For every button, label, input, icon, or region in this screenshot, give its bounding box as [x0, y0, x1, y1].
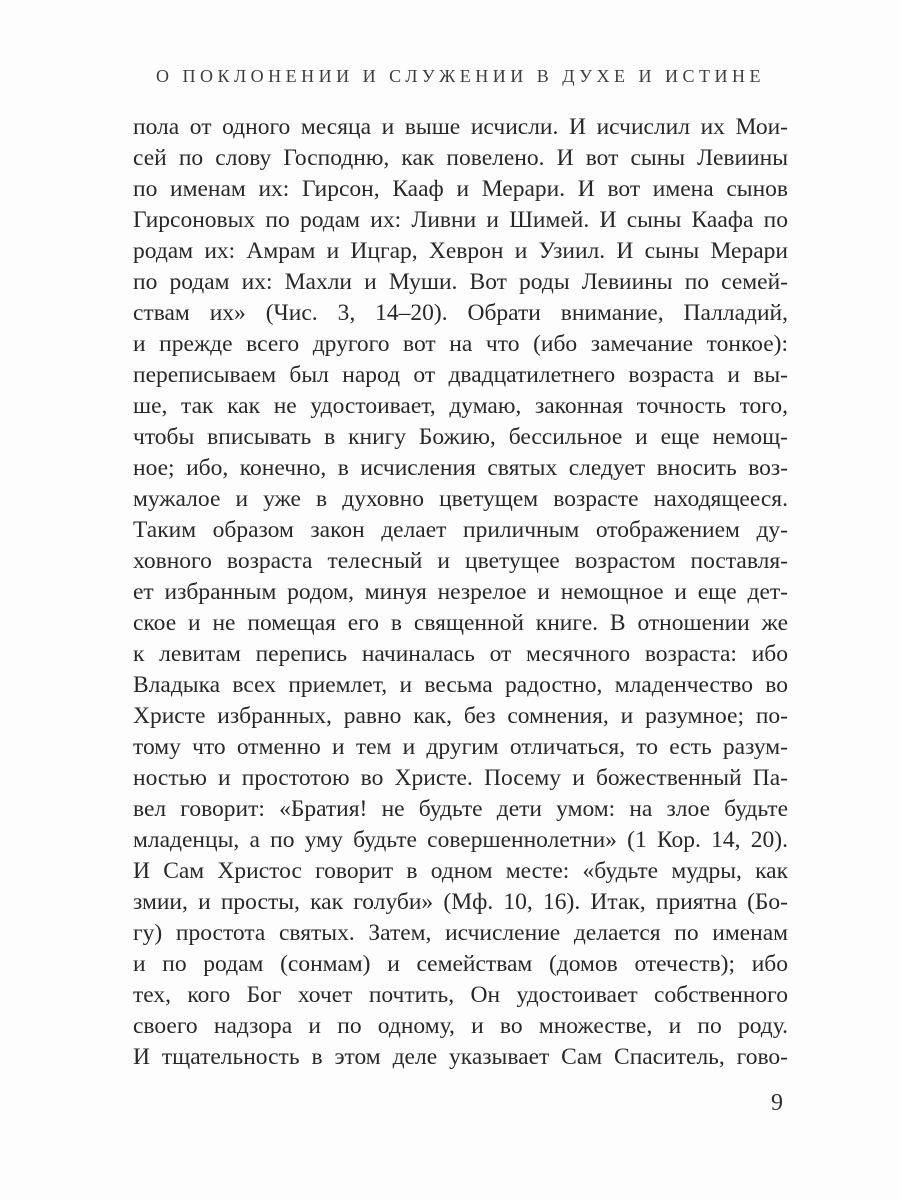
text-line: пола от одного месяца и выше исчисли. И исчислил их Мои- — [133, 114, 788, 140]
text-line: по именам их: Гирсон, Кааф и Мерари. И вот имена сынов — [133, 176, 788, 202]
running-header: О ПОКЛОНЕНИИ И СЛУЖЕНИИ В ДУХЕ И ИСТИНЕ — [155, 66, 766, 86]
body-text-column — [133, 112, 788, 1073]
text-line: ствам их» (Чис. 3, 14–20). Обрати внимание, Палладий, — [133, 300, 788, 326]
text-line: и прежде всего другого вот на что (ибо замечание тонкое): — [133, 331, 788, 357]
text-line: И Сам Христос говорит в одном месте: «будьте мудры, как — [133, 858, 788, 884]
text-line: к левитам перепись начиналась от месячного возраста: ибо — [133, 641, 788, 667]
text-line: тех, кого Бог хочет почтить, Он удостоивает собственного — [133, 982, 788, 1008]
text-line: переписываем был народ от двадцатилетнего возраста и вы- — [133, 362, 788, 388]
text-line: ховного возраста телесный и цветущее возрастом поставля- — [133, 548, 788, 574]
text-line: ет избранным родом, минуя незрелое и немощное и еще дет- — [133, 579, 788, 605]
text-line: мужалое и уже в духовно цветущем возрасте находящееся. — [133, 486, 788, 512]
text-line: Христе избранных, равно как, без сомнения, и разумное; по- — [133, 703, 788, 729]
text-line: Гирсоновых по родам их: Ливни и Шимей. И сыны Каафа по — [133, 207, 788, 233]
text-line: гу) простота святых. Затем, исчисление делается по именам — [133, 920, 788, 946]
text-line: своего надзора и по одному, и во множестве, и по роду. — [133, 1013, 788, 1039]
text-line: по родам их: Махли и Муши. Вот роды Левиины по семей- — [133, 269, 788, 295]
text-line: младенцы, а по уму будьте совершеннолетни» (1 Кор. 14, 20). — [133, 827, 788, 853]
text-line: тому что отменно и тем и другим отличаться, то есть разум- — [133, 734, 788, 760]
text-line: ское и не помещая его в священной книге. В отношении же — [133, 610, 788, 636]
text-line: сей по слову Господню, как повелено. И вот сыны Левиины — [133, 145, 788, 171]
text-line: ное; ибо, конечно, в исчисления святых следует вносить воз- — [133, 455, 788, 481]
text-line: ностью и простотою во Христе. Посему и божественный Па- — [133, 765, 788, 791]
text-line: родам их: Амрам и Ицгар, Хеврон и Узиил. И сыны Мерари — [133, 238, 788, 264]
page-number: 9 — [771, 1090, 783, 1116]
text-line: змии, и просты, как голуби» (Мф. 10, 16). Итак, приятна (Бо- — [133, 889, 788, 915]
text-line: и по родам (сонмам) и семействам (домов отечеств); ибо — [133, 951, 788, 977]
text-line: чтобы вписывать в книгу Божию, бессильное и еще немощ- — [133, 424, 788, 450]
text-line: Таким образом закон делает приличным отображением ду- — [133, 517, 788, 543]
text-line: Владыка всех приемлет, и весьма радостно, младенчество во — [133, 672, 788, 698]
text-line: И тщательность в этом деле указывает Сам Спаситель, гово- — [133, 1044, 788, 1070]
text-line: ше, так как не удостоивает, думаю, законная точность того, — [133, 393, 788, 419]
text-line: вел говорит: «Братия! не будьте дети умом: на злое будьте — [133, 796, 788, 822]
